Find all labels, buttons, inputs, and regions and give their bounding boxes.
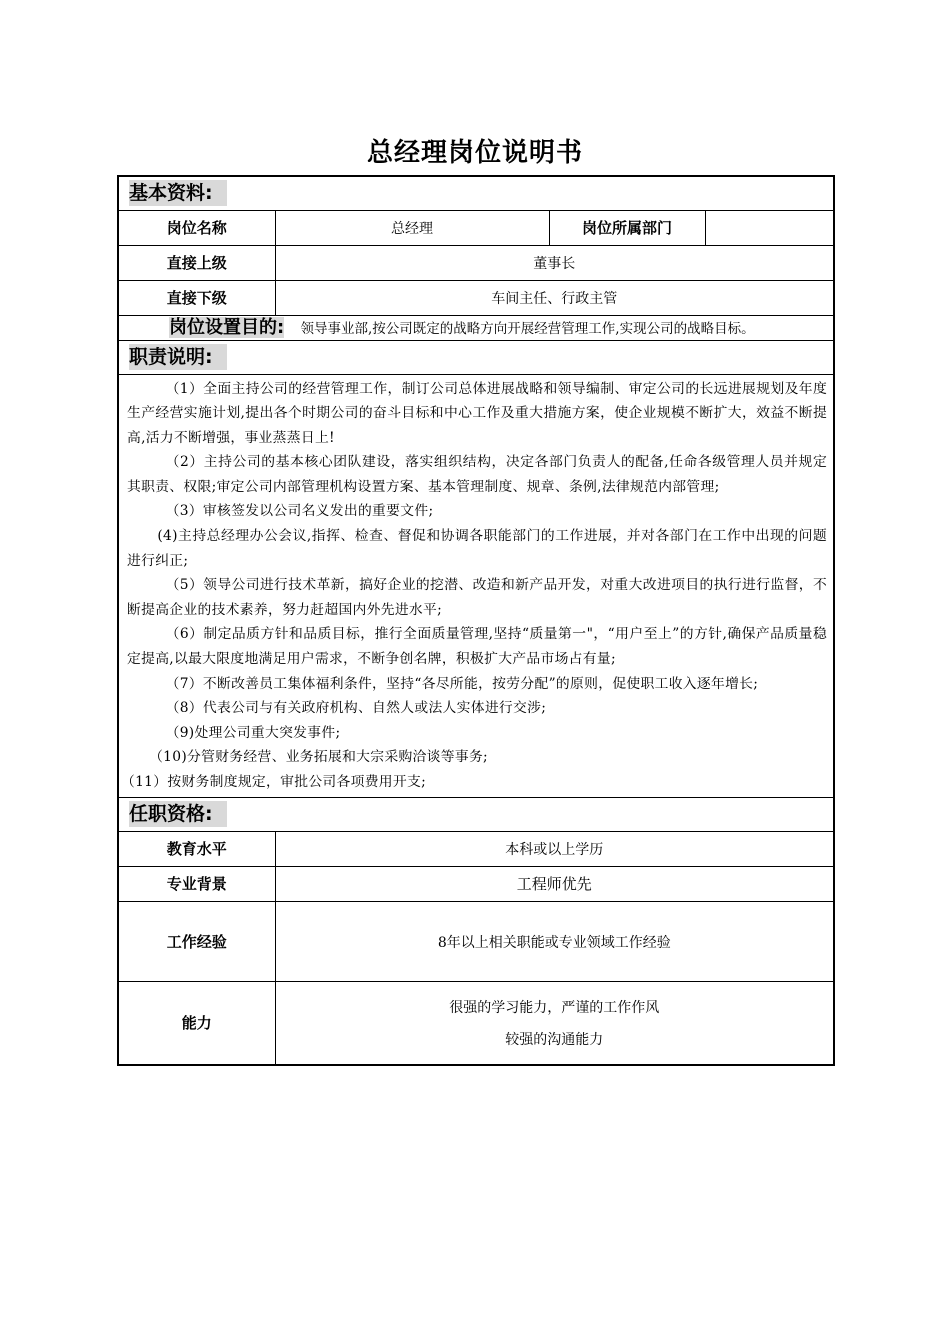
duty-item: （9)处理公司重大突发事件;	[165, 724, 341, 741]
duty-item: （5）领导公司进行技术革新，搞好企业的挖潜、改造和新产品开发，对重大改进项目的执行进行监督，不断提高企业的技术素养，努力赶超国内外先进水平;	[127, 577, 828, 618]
duty-item: （8）代表公司与有关政府机构、自然人或法人实体进行交涉;	[165, 700, 547, 717]
superior-value: 董事长	[275, 245, 834, 280]
section-qualification-title: 任职资格:	[129, 801, 227, 827]
duty-item: （11）按财务制度规定，审批公司各项费用开支;	[121, 774, 427, 790]
experience-value: 8年以上相关职能或专业领域工作经验	[275, 901, 834, 981]
position-label: 岗位名称	[118, 210, 275, 245]
superior-label: 直接上级	[118, 245, 275, 280]
position-row	[118, 210, 834, 245]
major-row	[118, 866, 834, 901]
duty-item: （7）不断改善员工集体福利条件，坚持“各尽所能，按劳分配”的原则，促使职工收入逐年增长;	[165, 675, 759, 692]
subordinate-value: 车间主任、行政主管	[275, 280, 834, 315]
experience-row	[118, 901, 834, 981]
form-table	[117, 175, 835, 1066]
section-duties-title: 职责说明:	[129, 344, 227, 370]
duty-item: (4)主持总经理办公会议,指挥、检查、督促和协调各职能部门的工作进展，并对各部门在工作中出现的问题进行纠正;	[127, 528, 828, 569]
duty-item: （2）主持公司的基本核心团队建设，落实组织结构，决定各部门负责人的配备,任命各级管理人员并规定其职责、权限;审定公司内部管理机构设置方案、基本管理制度、规章、条例,法律规范内部管理;	[127, 454, 828, 495]
page-title: 总经理岗位说明书	[366, 138, 583, 168]
major-value: 工程师优先	[275, 866, 834, 901]
duty-item: （6）制定品质方针和品质目标，推行全面质量管理,坚持“质量第一"，“用户至上”的方针,确保产品质量稳定提高,以最大限度地满足用户需求，不断争创名牌，积极扩大产品市场占有量;	[127, 626, 828, 668]
education-label: 教育水平	[118, 831, 275, 866]
subordinate-row	[118, 280, 834, 315]
duties-cell	[118, 374, 834, 797]
ability-row	[118, 981, 834, 1065]
section-duties-header	[118, 340, 834, 374]
ability-line: 很强的学习能力，严谨的工作作风	[449, 999, 660, 1016]
purpose-row	[118, 315, 834, 340]
position-value: 总经理	[275, 210, 549, 245]
education-value: 本科或以上学历	[275, 831, 834, 866]
education-row	[118, 831, 834, 866]
section-basic-header	[118, 176, 834, 210]
superior-row	[118, 245, 834, 280]
experience-label: 工作经验	[118, 901, 275, 981]
purpose-label: 岗位设置目的:	[169, 316, 285, 338]
duty-item: （1）全面主持公司的经营管理工作，制订公司总体进展战略和领导编制、审定公司的长远进展规划及年度生产经营实施计划,提出各个时期公司的奋斗目标和中心工作及重大措施方案，使企业规模不断扩大，效益不断提高,活力不断增强，事业蒸蒸日上!	[127, 380, 828, 446]
duty-item: （10)分管财务经营、业务拓展和大宗采购洽谈等事务;	[149, 749, 488, 766]
major-label: 专业背景	[118, 866, 275, 901]
ability-label: 能力	[118, 981, 275, 1065]
dept-label: 岗位所属部门	[549, 210, 705, 245]
purpose-cell	[118, 315, 834, 340]
ability-value	[275, 981, 834, 1065]
section-basic-title: 基本资料:	[129, 180, 227, 206]
job-description-form	[117, 175, 833, 1066]
purpose-text: 领导事业部,按公司既定的战略方向开展经营管理工作,实现公司的战略目标。	[300, 320, 755, 337]
subordinate-label: 直接下级	[118, 280, 275, 315]
dept-value	[705, 210, 834, 245]
ability-line: 较强的沟通能力	[505, 1031, 604, 1048]
section-qualification-header	[118, 797, 834, 831]
duties-row	[118, 374, 834, 797]
duty-item: （3）审核签发以公司名义发出的重要文件;	[165, 503, 434, 520]
